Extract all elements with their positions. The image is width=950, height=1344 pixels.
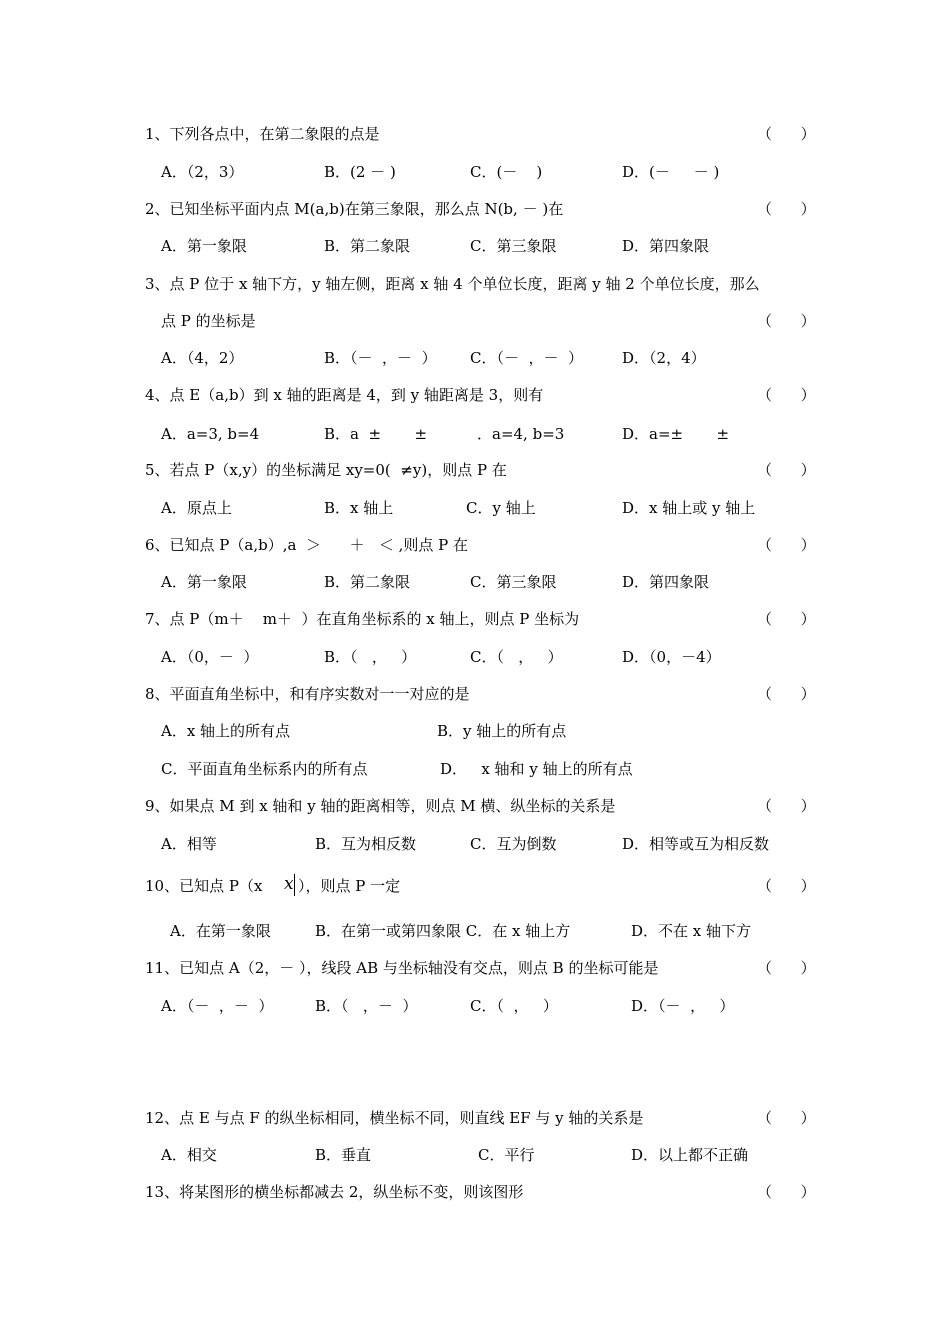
q5-option-d: D．x 轴上或 y 轴上 bbox=[622, 499, 756, 517]
q1-option-b: B．(2 － ) bbox=[324, 163, 396, 181]
q5-option-b: B．x 轴上 bbox=[324, 499, 394, 517]
question-7-stem: 7、点 P（m＋ m＋ ）在直角坐标系的 x 轴上，则点 P 坐标为 bbox=[145, 610, 580, 628]
q6-option-d: D．第四象限 bbox=[622, 573, 710, 591]
question-13-stem: 13、将某图形的横坐标都减去 2，纵坐标不变，则该图形 bbox=[145, 1183, 524, 1201]
answer-paren-9: （ ） bbox=[757, 797, 816, 815]
q12-option-c: C．平行 bbox=[478, 1146, 535, 1164]
question-11-stem: 11、已知点 A（2，－ ），线段 AB 与坐标轴没有交点，则点 B 的坐标可能是 bbox=[145, 959, 659, 977]
answer-paren-7: （ ） bbox=[757, 610, 816, 628]
answer-paren-10: （ ） bbox=[757, 877, 816, 895]
question-3-stem-continued: 点 P 的坐标是 bbox=[161, 312, 256, 330]
q8-option-c: C．平面直角坐标系内的所有点 bbox=[161, 760, 368, 778]
q2-option-b: B．第二象限 bbox=[324, 237, 411, 255]
q10-option-a: A．在第一象限 bbox=[170, 922, 271, 940]
q7-option-c: C．（ ， ） bbox=[470, 648, 563, 666]
answer-paren-12: （ ） bbox=[757, 1109, 816, 1127]
question-6-stem: 6、已知点 P（a,b）,a ＞ ＋ ＜ ,则点 P 在 bbox=[145, 536, 469, 554]
question-2-stem: 2、已知坐标平面内点 M(a,b)在第三象限，那么点 N(b, － )在 bbox=[145, 200, 564, 218]
answer-paren-8: （ ） bbox=[757, 685, 816, 703]
question-9-stem: 9、如果点 M 到 x 轴和 y 轴的距离相等，则点 M 横、纵坐标的关系是 bbox=[145, 797, 616, 815]
q11-option-a: A．（－ ，－ ） bbox=[161, 997, 274, 1015]
question-5-stem: 5、若点 P（x,y）的坐标满足 xy=0( ≠y)，则点 P 在 bbox=[145, 461, 507, 479]
q1-option-d: D．(－ － ) bbox=[622, 163, 720, 181]
question-3-stem: 3、点 P 位于 x 轴下方，y 轴左侧，距离 x 轴 4 个单位长度，距离 y 轴 2 个单位长度，那么 bbox=[145, 275, 760, 293]
q7-option-a: A．（0，－ ） bbox=[161, 648, 259, 666]
answer-paren-2: （ ） bbox=[757, 200, 816, 218]
question-10-stem-end: ），则点 P 一定 bbox=[298, 877, 401, 895]
q1-option-a: A．（2，3） bbox=[161, 163, 244, 181]
q9-option-a: A．相等 bbox=[161, 835, 217, 853]
q6-option-c: C．第三象限 bbox=[470, 573, 557, 591]
q4-option-c: ．a=4, b=3 bbox=[477, 425, 565, 443]
q1-option-c: C．(－ ) bbox=[470, 163, 543, 181]
q12-option-d: D．以上都不正确 bbox=[631, 1146, 749, 1164]
q7-option-b: B．（ ， ） bbox=[324, 648, 417, 666]
q6-option-a: A．第一象限 bbox=[161, 573, 247, 591]
q12-option-b: B．垂直 bbox=[315, 1146, 372, 1164]
answer-paren-4: （ ） bbox=[757, 386, 816, 404]
q12-option-a: A．相交 bbox=[161, 1146, 217, 1164]
answer-paren-11: （ ） bbox=[757, 959, 816, 977]
text-cursor-mark bbox=[294, 874, 295, 896]
answer-paren-5: （ ） bbox=[757, 461, 816, 479]
answer-paren-1: （ ） bbox=[757, 125, 816, 143]
q2-option-c: C．第三象限 bbox=[470, 237, 557, 255]
q3-option-b: B．（－ ，－ ） bbox=[324, 349, 437, 367]
q2-option-d: D．第四象限 bbox=[622, 237, 710, 255]
q3-option-a: A．（4，2） bbox=[161, 349, 244, 367]
question-8-stem: 8、平面直角坐标中，和有序实数对一一对应的是 bbox=[145, 685, 470, 703]
q8-option-d: D． x 轴和 y 轴上的所有点 bbox=[440, 760, 633, 778]
q8-option-a: A．x 轴上的所有点 bbox=[161, 722, 291, 740]
q10-option-b-c: B．在第一或第四象限 C．在 x 轴上方 bbox=[315, 922, 571, 940]
q6-option-b: B．第二象限 bbox=[324, 573, 411, 591]
q11-option-b: B．（ ，－ ） bbox=[315, 997, 418, 1015]
q11-option-d: D．（－ ， ） bbox=[631, 997, 735, 1015]
q3-option-c: C．（－ ，－ ） bbox=[470, 349, 584, 367]
q7-option-d: D．（0，－4） bbox=[622, 648, 721, 666]
q8-option-b: B．y 轴上的所有点 bbox=[437, 722, 567, 740]
question-1-stem: 1、下列各点中，在第二象限的点是 bbox=[145, 125, 380, 143]
q3-option-d: D．（2，4） bbox=[622, 349, 706, 367]
q4-option-d: D．a=± ± bbox=[622, 425, 730, 443]
q11-option-c: C．（ ， ） bbox=[470, 997, 558, 1015]
question-10-variable: x bbox=[284, 874, 294, 894]
answer-paren-3: （ ） bbox=[757, 312, 816, 330]
q5-option-c: C．y 轴上 bbox=[466, 499, 536, 517]
q10-option-d: D．不在 x 轴下方 bbox=[631, 922, 752, 940]
question-12-stem: 12、点 E 与点 F 的纵坐标相同，横坐标不同，则直线 EF 与 y 轴的关系是 bbox=[145, 1109, 644, 1127]
q2-option-a: A．第一象限 bbox=[161, 237, 247, 255]
answer-paren-13: （ ） bbox=[757, 1183, 816, 1201]
q5-option-a: A．原点上 bbox=[161, 499, 232, 517]
q9-option-b: B．互为相反数 bbox=[315, 835, 417, 853]
question-4-stem: 4、点 E（a,b）到 x 轴的距离是 4，到 y 轴距离是 3，则有 bbox=[145, 386, 544, 404]
q9-option-c: C．互为倒数 bbox=[470, 835, 557, 853]
answer-paren-6: （ ） bbox=[757, 536, 816, 554]
q4-option-b: B．a ± ± bbox=[324, 425, 428, 443]
question-10-stem: 10、已知点 P（x bbox=[145, 877, 263, 895]
q9-option-d: D．相等或互为相反数 bbox=[622, 835, 770, 853]
q4-option-a: A．a=3, b=4 bbox=[161, 425, 260, 443]
